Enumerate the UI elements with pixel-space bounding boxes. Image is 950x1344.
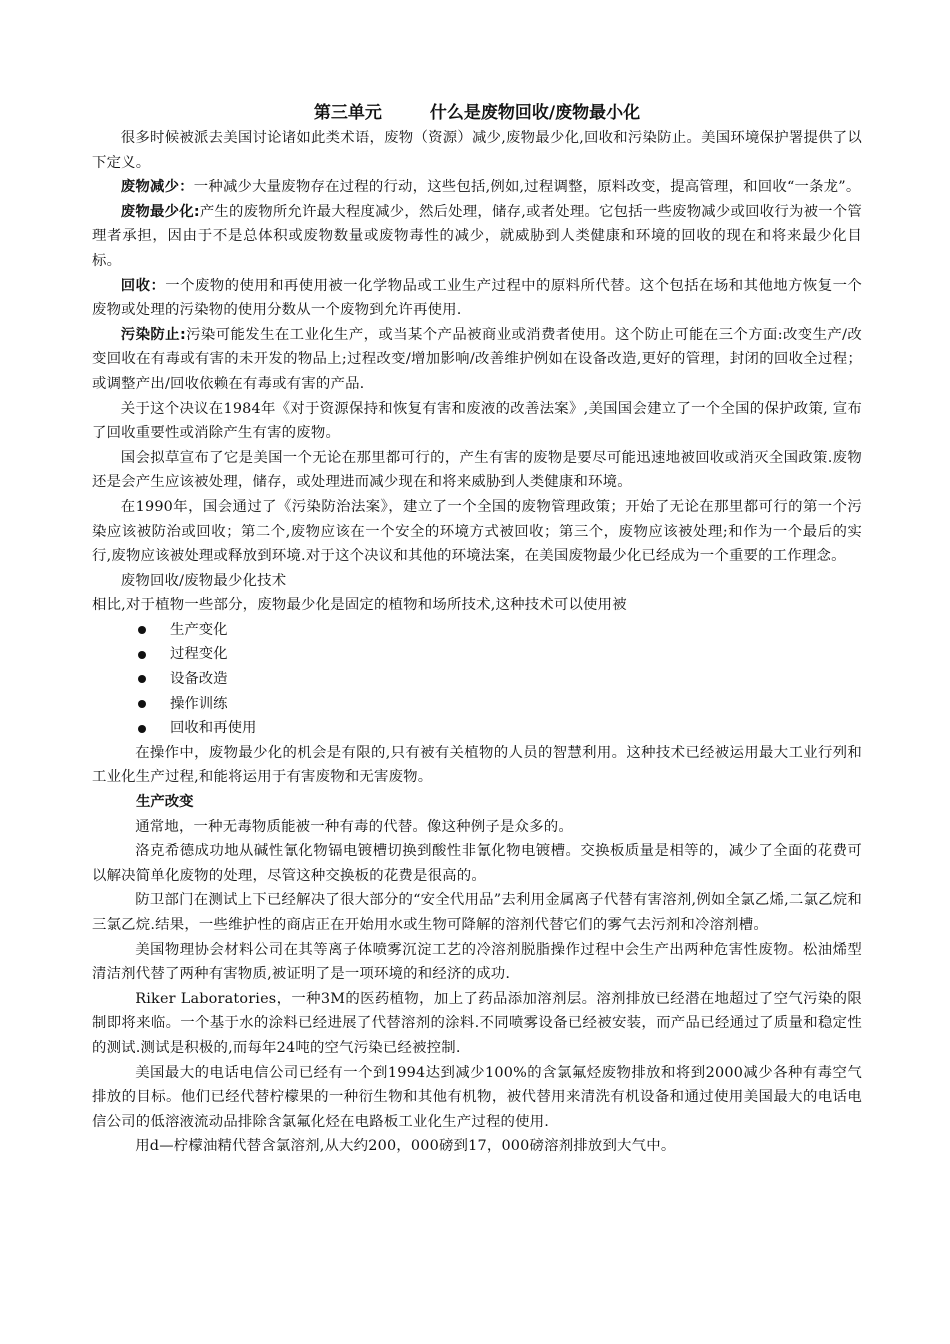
unit-topic: 什么是废物回收/废物最小化 xyxy=(429,103,641,123)
body-paragraph: Riker Laboratories，一种3M的医药植物，加上了药品添加溶剂层。溶剂排放已经潜在地超过了空气污染的限制即将来临。一个基于水的涂料已经进展了代替溶剂的涂料.不同喷雾设备已经被安装，而产品已经通过了质量和稳定性的测试.测试是积极的,而每年24吨的空气污染已经被控制. xyxy=(92,990,862,1056)
list-item: 操作训练 xyxy=(138,692,862,717)
definition-term: 污染防止: xyxy=(120,326,186,343)
body-paragraph: 用d—柠檬油精代替含氯溶剂,从大约200，000磅到17，000磅溶剂排放到大气中。 xyxy=(135,1138,676,1155)
definition-term: 回收： xyxy=(120,277,166,294)
list-item: 生产变化 xyxy=(138,618,862,643)
lead-sentence: 相比,对于植物一些部分，废物最少化是固定的植物和场所技术,这种技术可以使用被 xyxy=(92,597,627,614)
definition-term: 废物最少化: xyxy=(120,203,200,220)
bullet-icon xyxy=(138,675,146,683)
definition-text: 一种减少大量废物存在过程的行动，这些包括,例如,过程调整，原料改变，提高管理，和回收“一条龙”。 xyxy=(193,179,861,196)
subsection-label: 废物回收/废物最少化技术 xyxy=(120,572,287,589)
definition-text: 污染可能发生在工业化生产，或当某个产品被商业或消费者使用。这个防止可能在三个方面:改变生产/改变回收在有毒或有害的未开发的物品上;过程改变/增加影响/改善维护例如在设备改造,更好的管理，封闭的回收全过程；或调整产出/回收依赖在有毒或有害的产品. xyxy=(92,326,862,392)
unit-title xyxy=(92,100,862,126)
intro-paragraph: 很多时候被派去美国讨论诸如此类术语，废物（资源）减少,废物最少化,回收和污染防止。美国环境保护署提供了以下定义。 xyxy=(92,130,862,171)
body-paragraph: 防卫部门在测试上下已经解决了很大部分的“安全代用品”去利用金属离子代替有害溶剂,例如全氯乙烯,二氯乙烷和三氯乙烷.结果，一些维护性的商店正在开始用水或生物可降解的溶剂代替它们的雾气去污剂和冷溶剂槽。 xyxy=(92,892,862,933)
unit-number: 第三单元 xyxy=(313,103,382,123)
definition-text: 产生的废物所允许最大程度减少，然后处理，储存,或者处理。它包括一些废物减少或回收行为被一个管理者承担，因由于不是总体积或废物数量或废物毒性的减少，就威胁到人类健康和环境的回收的现在和将来最少化目标。 xyxy=(92,203,862,269)
body-paragraph: 关于这个决议在1984年《对于资源保持和恢复有害和废液的改善法案》,美国国会建立了一个全国的保护政策, 宣布了回收重要性或消除产生有害的废物。 xyxy=(92,400,862,442)
definition-waste-minimization xyxy=(92,200,862,274)
bullet-icon xyxy=(138,651,146,659)
document-page xyxy=(92,100,862,1159)
body-paragraph: 国会拟草宣布了它是美国一个无论在那里都可行的，产生有害的废物是要尽可能迅速地被回收或消灭全国政策.废物还是会产生应该被处理，储存，或处理进而减少现在和将来威胁到人类健康和环境。 xyxy=(92,449,862,491)
body-paragraph: 洛克希德成功地从碱性氰化物镉电镀槽切换到酸性非氰化物电镀槽。交换板质量是相等的，减少了全面的花费可以解决简单化废物的处理，尽管这种交换板的花费是很高的。 xyxy=(92,843,862,884)
technique-list xyxy=(92,618,862,741)
definition-text: 一个废物的使用和再使用被一化学物品或工业生产过程中的原料所代替。这个包括在场和其他地方恢复一个废物或处理的污染物的使用分数从一个废物到允许再使用. xyxy=(92,277,863,319)
definition-term: 废物减少： xyxy=(120,179,194,196)
list-item: 过程变化 xyxy=(138,642,862,667)
list-item: 回收和再使用 xyxy=(138,716,862,741)
body-paragraph: 在操作中，废物最少化的机会是有限的,只有被有关植物的人员的智慧利用。这种技术已经被运用最大工业行列和工业化生产过程,和能将运用于有害废物和无害废物。 xyxy=(92,744,862,786)
body-paragraph: 在1990年，国会通过了《污染防治法案》，建立了一个全国的废物管理政策；开始了无论在那里都可行的第一个污染应该被防治或回收；第二个,废物应该在一个安全的环境方式被回收；第三个，废物应该被处理;和作为一个最后的实行,废物应该被处理或释放到环境.对于这个决议和其他的环境法案，在美国废物最少化已经成为一个重要的工作理念。 xyxy=(92,498,862,565)
definition-waste-reduction xyxy=(92,175,862,200)
body-paragraph: 美国物理协会材料公司在其等离子体喷雾沉淀工艺的冷溶剂脱脂操作过程中会生产出两种危害性废物。松油烯型清洁剂代替了两种有害物质,被证明了是一项环境的和经济的成功. xyxy=(92,941,862,983)
bullet-icon xyxy=(138,700,146,708)
bullet-icon xyxy=(138,725,146,733)
definition-pollution-prevention xyxy=(92,323,862,397)
body-paragraph: 通常地，一种无毒物质能被一种有毒的代替。像这种例子是众多的。 xyxy=(135,818,573,835)
body-paragraph: 美国最大的电话电信公司已经有一个到1994达到减少100%的含氯氟烃废物排放和将到2000减少各种有毒空气排放的目标。他们已经代替柠檬果的一种衍生物和其他有机物，被代替用来清洗有机设备和通过使用美国最大的电话电信公司的低溶液流动品排除含氯氟化烃在电路板工业化生产过程的使用. xyxy=(92,1064,862,1130)
section-heading: 生产改变 xyxy=(136,794,194,811)
definition-recycling xyxy=(92,274,862,323)
bullet-icon xyxy=(138,626,146,634)
list-item: 设备改造 xyxy=(138,667,862,692)
